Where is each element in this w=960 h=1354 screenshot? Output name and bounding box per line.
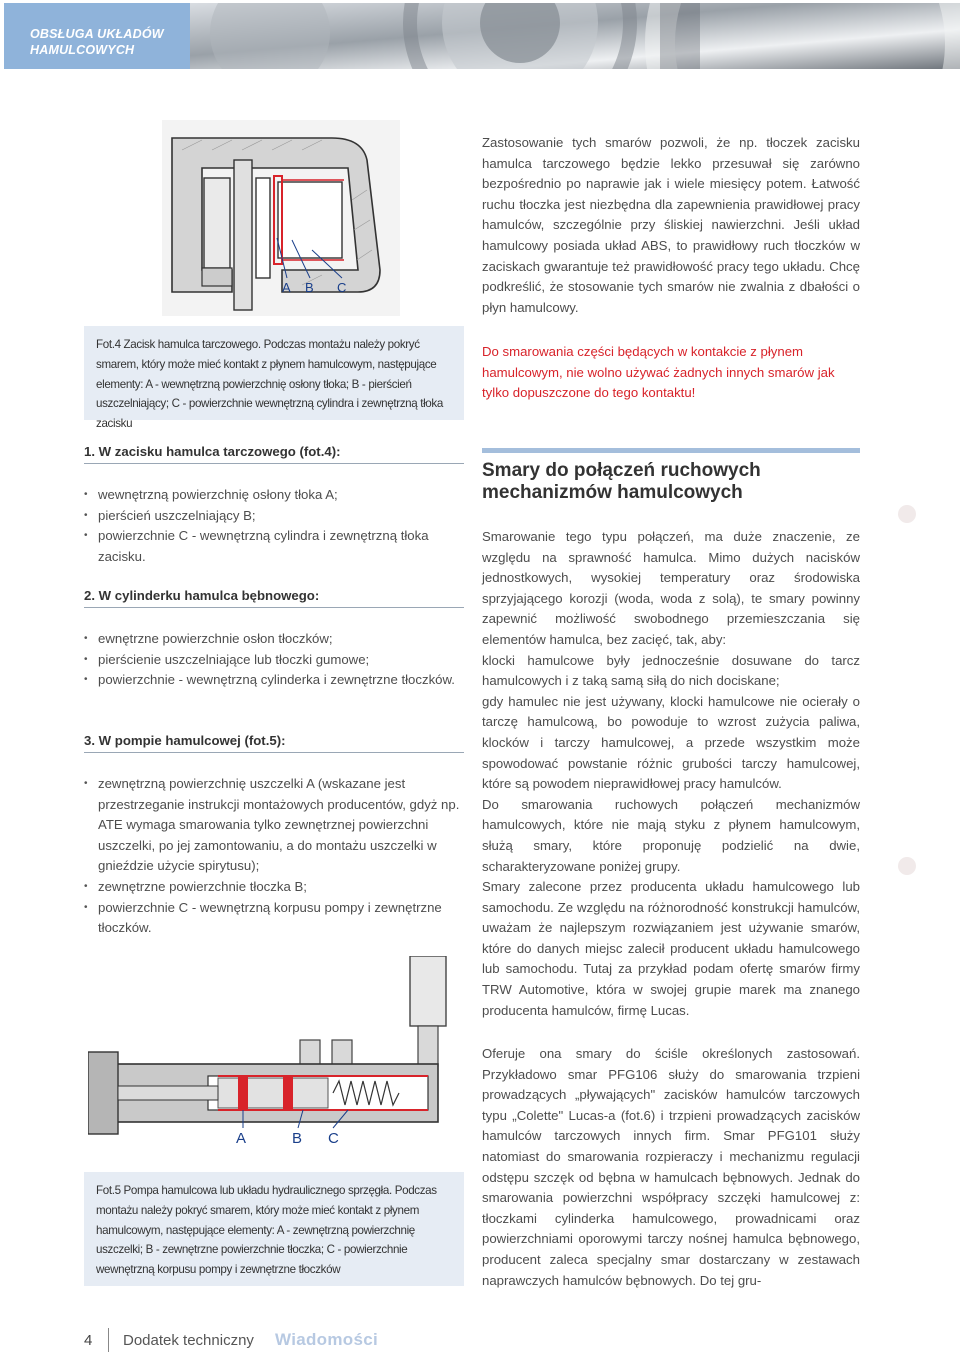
paragraph: Do smarowania ruchowych połączeń mechanizmów hamulcowych, które nie mają styku z płynem hamulcowym, służą smary, które proponuję podzielić na dwie, scharakteryzowane poniżej grupy. — [482, 796, 860, 874]
decor-dot — [898, 857, 916, 875]
paragraph: gdy hamulec nie jest używany, klocki hamulcowe nie ocierały o tarczę hamulcową, bo powoduje to wzrost zużycia paliwa, klocków i tarczy hamulcowej, a przede wszystkim może spowodować powstanie różnic grubości tarczy hamulcowej, które są powodem nieprawidłowej pracy hamulców. — [482, 693, 860, 792]
section-tab — [4, 3, 190, 69]
fig4-label-c: C — [337, 280, 347, 295]
footer-label: Dodatek techniczny — [123, 1332, 254, 1349]
page-number: 4 — [84, 1332, 93, 1349]
right-bottom-paragraph: Oferuje ona smary do ściśle określonych zastosowań. Przykładowo smar PFG106 służy do smarowania trzpieni prowadzących „pływających" zacisków hamulców tarczowych typu „Colette" Lucas-a (fot.6) i trzpieni prowadzących zacisków hamulców tarczowych innych firm. Smar PFG101 służy natomiast do smarowania rozpieraczy i mechanizmu regulacji odstępu szczęk od bębna w hamulcach bębnowych. Jednak do smarowania powierzchni współpracy szczęki hamulcowej z: tłoczkami cylinderka hamulcowego, prowadnicami oraz powierzchniami oporowymi tarczy nośnej hamulca bębnowego, producent zaleca specjalny smar dostarczany w zestawach naprawczych hamulców bębnowych. Do tej gru- — [482, 1046, 860, 1288]
paragraph: Smarowanie tego typu połączeń, ma duże znaczenie, ze względu na sprawność hamulca. Mimo dużych nacisków jednostkowych, wysokiej temperatury oraz środowiska sprzyjającego korozji (woda, woda z solą), te smary powinny zapewnić możliwość swobodnego przemieszczania się elementów hamulca, bez zacięć, tak, aby: — [482, 529, 860, 647]
decor-dot — [898, 505, 916, 523]
fig5-pump-diagram — [88, 956, 460, 1146]
section-title: OBSŁUGA UKŁADÓW HAMULCOWYCH — [30, 27, 164, 57]
list-item: • zewnętrzną powierzchnię uszczelki A (wskazane jest przestrzeganie instrukcji montażowych producentów, gdyż np. ATE wymaga smarowania tylko zewnętrznej powierzchni uszczelki, po jej zamontowaniu, a do montażu uszczelki w gnieździe użycie spirytusu); — [84, 774, 464, 877]
fig5-caption: Fot.5 Pompa hamulcowa lub układu hydraulicznego sprzęgła. Podczas montażu należy pokryć smarem, który może mieć kontakt z płynem hamulcowym, następujące elementy: A - zewnętrzną powierzchnię uszczelki; B - zewnętrzne powierzchnie tłoczka; C - powierzchnie wewnętrzną korpusu pompy i zewnętrzne tłoczków — [96, 1184, 437, 1277]
warning-text: Do smarowania części będących w kontakcie z płynem hamulcowym, nie wolno używać żadnych innych smarów jak tylko dopuszczone do tego kontaktu! — [482, 344, 835, 401]
section-3-list — [84, 774, 464, 939]
fig4-caption: Fot.4 Zacisk hamulca tarczowego. Podczas montażu należy pokryć smarem, który może mieć kontakt z płynem hamulcowym, następujące elementy: A - wewnętrzną powierzchnię osłony tłoka; B - pierścień uszczelniający; C - powierzchnie wewnętrzną cylindra i zewnętrzną tłoka zacisku — [96, 338, 443, 431]
fig5-label-c: C — [328, 1130, 339, 1146]
footer-separator — [108, 1328, 109, 1352]
list-item: • pierścień uszczelniający B; — [84, 506, 464, 527]
list-item: • zewnętrzne powierzchnie tłoczka B; — [84, 877, 464, 898]
fig4-caption-box — [84, 326, 464, 431]
list-item: • wewnętrzną powierzchnię osłony tłoka A; — [84, 485, 464, 506]
section-rule — [482, 448, 860, 453]
list-item: • pierścienie uszczelniające lub tłoczki gumowe; — [84, 650, 464, 671]
header-photo — [190, 3, 960, 69]
fig5-caption-box — [84, 1172, 464, 1286]
fig5-label-b: B — [292, 1130, 303, 1146]
section-3-heading: 3. W pompie hamulcowej (fot.5): — [84, 733, 464, 753]
list-item: • powierzchnie - wewnętrzną cylinderka i zewnętrzne tłoczków. — [84, 670, 464, 691]
brake-disc-photo — [190, 3, 960, 69]
right-top-paragraph: Zastosowanie tych smarów pozwoli, że np. tłoczek zacisku hamulca tarczowego będzie lekko przesuwał się zarówno bezpośrednio po naprawie jak i wiele miesięcy potem. Łatwość ruchu tłoczka jest niezbędna dla zapewnienia prawidłowej pracy hamulców, szczególnie przy śliskiej nawierzchni. Jeśli układ hamulcowy posiada układ ABS, to prawidłowy ruch tłoczków w zaciskach gwarantuje też prawidłowość pracy tego układu. Chcę podkreślić, że stosowanie tych smarów nie zwalnia z dbałości o płyn hamulcowy. — [482, 135, 860, 315]
paragraph: klocki hamulcowe były jednocześnie dosuwane do tarcz hamulcowych i z taką samą siłą do nich dociskane; — [482, 652, 860, 689]
section-2-list — [84, 629, 464, 691]
section-2-heading: 2. W cylinderku hamulca bębnowego: — [84, 588, 464, 608]
right-section-title: Smary do połączeń ruchowych mechanizmów hamulcowych — [482, 460, 761, 503]
fig4-caliper-diagram — [162, 120, 400, 316]
paragraph: Smary zalecone przez producenta układu hamulcowego lub samochodu. Ze względu na różnorodność konstrukcji hamulców, uważam że najlepszym rozwiązaniem jest używanie smarów, które do danych miejsc zalecił producent układu hamulcowego lub samochodu. Tutaj za przykład podam ofertę smarów firmy TRW Automotive, która w swojej grupie marek ma znanego producenta hamulców, firmę Lucas. — [482, 879, 860, 1018]
list-item: • powierzchnie C - wewnętrzną cylindra i zewnętrzną tłoka zacisku. — [84, 526, 464, 567]
section-1-list — [84, 485, 464, 567]
list-item: • powierzchnie C - wewnętrzną korpusu pompy i zewnętrzne tłoczków. — [84, 898, 464, 939]
fig5-label-a: A — [236, 1130, 247, 1146]
fig4-label-a: A — [282, 280, 291, 295]
right-section-body — [482, 527, 860, 1021]
list-item: • ewnętrzne powierzchnie osłon tłoczków; — [84, 629, 464, 650]
fig4-label-b: B — [305, 280, 314, 295]
footer-brand: Wiadomości — [275, 1330, 378, 1349]
section-1-heading: 1. W zacisku hamulca tarczowego (fot.4): — [84, 444, 464, 464]
